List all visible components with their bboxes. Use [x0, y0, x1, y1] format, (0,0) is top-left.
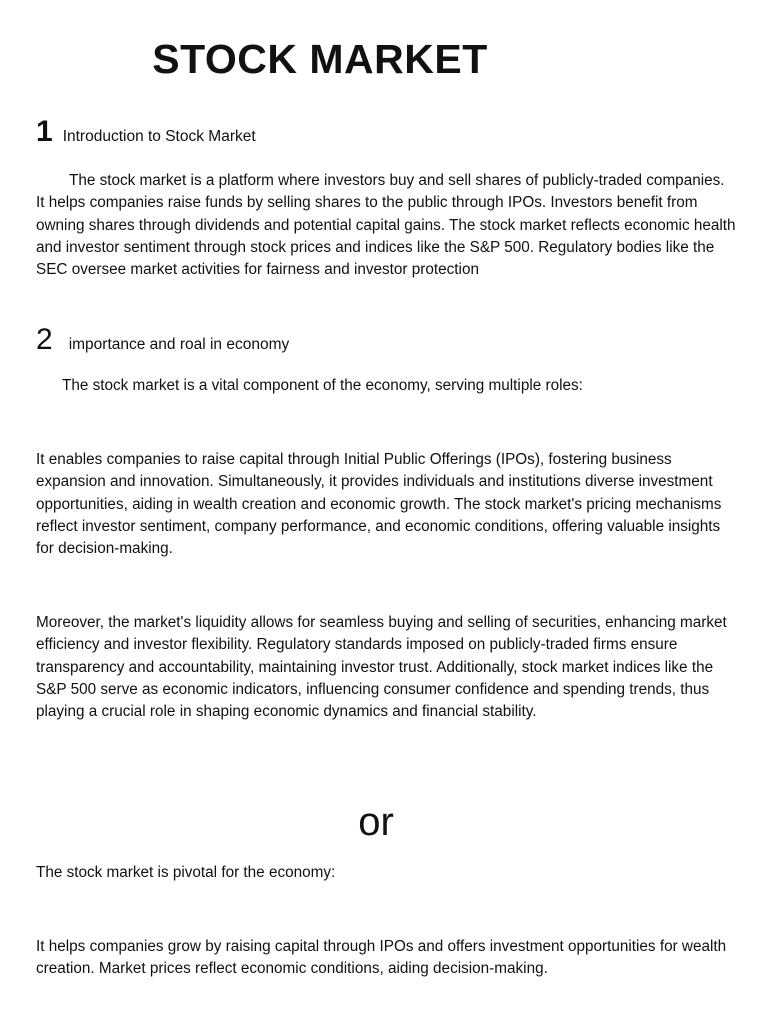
section-1-heading: [36, 117, 256, 147]
intro-paragraph: The stock market is a platform where investors buy and sell shares of publicly-traded companies. It helps companies raise funds by selling shares to the public through IPOs. Investors benefit from owning shares through dividends and potential capital gains. The stock market reflects economic health and investor sentiment through stock prices and indices like the S&P 500. Regulatory bodies like the SEC oversee market activities for fairness and investor protection: [36, 172, 736, 279]
importance-paragraph-2: Moreover, the market's liquidity allows for seamless buying and selling of securities, enhancing market efficiency and investor flexibility. Regulatory standards imposed on publicly-traded firms ensure transparency and accountability, maintaining investor trust. Additionally, stock market indices like the S&P 500 serve as economic indicators, influencing consumer confidence and spending trends, thus playing a crucial role in shaping economic dynamics and financial stability.: [36, 614, 727, 721]
alternative-body: It helps companies grow by raising capital through IPOs and offers investment opportunities for wealth creation. Market prices reflect economic conditions, aiding decision-making.: [36, 938, 727, 978]
importance-lead-paragraph: The stock market is a vital component of the economy, serving multiple roles:: [62, 377, 583, 394]
section-title: Introduction to Stock Market: [62, 128, 256, 145]
or-separator: or: [358, 800, 394, 844]
section-2-heading: [36, 325, 289, 355]
importance-paragraph-1: It enables companies to raise capital through Initial Public Offerings (IPOs), fostering business expansion and innovation. Simultaneously, it provides individuals and institutions diverse investment opportunities, aiding in wealth creation and economic growth. The stock market's pricing mechanisms reflect investor sentiment, company performance, and economic conditions, offering valuable insights for decision-making.: [36, 451, 722, 558]
section-number: 2: [36, 323, 53, 356]
section-title: importance and roal in economy: [68, 336, 290, 353]
section-number: 1: [36, 115, 53, 148]
page-title: STOCK MARKET: [152, 36, 488, 82]
alternative-intro: The stock market is pivotal for the economy:: [36, 864, 336, 881]
